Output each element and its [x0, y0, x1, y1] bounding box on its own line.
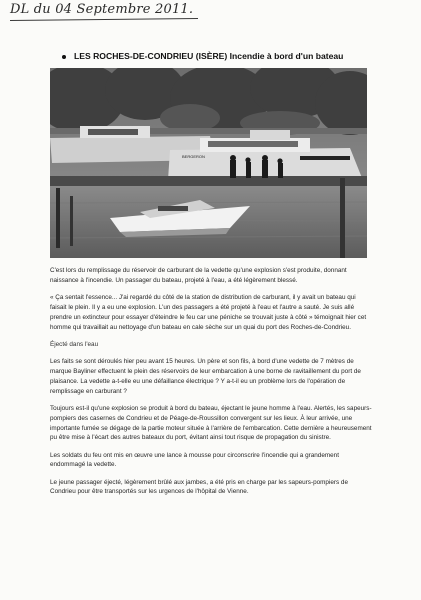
subheading: Éjecté dans l'eau	[50, 340, 99, 348]
paragraph: Toujours est-il qu'une explosion se produit à bord du bateau, éjectant le jeune homme à l'eau. Alertés, les sapeurs-pompiers des casernes de Condrieu et de Péage-de-Roussillon convergent sur les lieux. À leur arrivée, une importante fumée se dégage de la partie moteur située à l'arrière de l'embarcation. Cette dernière a heureusement pu être mise à l'écart des autres bateaux du port, évitant ainsi tout risque de propagation du sinistre.	[50, 404, 372, 442]
paragraph: « Ça sentait l'essence... J'ai regardé du côté de la station de distribution de carburant, il y avait un bateau qui faisait le plein. Il y a eu une explosion. L'un des passagers a été projeté à l'eau et l'autre a sauté. Je suis allé prendre un extincteur pour essayer d'éteindre le feu car une péniche se trouvait juste à côté » témoignait hier cet homme qui travaillait au nettoyage d'un bateau en cale sèche sur un quai du port des Roches-de-Condrieu.	[50, 294, 367, 331]
bullet-icon	[62, 55, 66, 59]
handwritten-date-note: DL du 04 Septembre 2011.	[10, 2, 194, 17]
paragraph: Les faits se sont déroulés hier peu avant 15 heures. Un père et son fils, à bord d'une vedette de 7 mètres de marque Bayliner effectuent le plein des réservoirs de leur embarcation à une borne de ravitaillement du port de plaisance. La vedette a-t-elle eu une défaillance électrique ? Y a-t-il eu un problème lors de l'opération de remplissage en carburant ?	[50, 357, 361, 395]
harbor-photo-illustration	[50, 68, 367, 258]
hull-name: BERGERON	[182, 154, 205, 159]
paragraph: Le jeune passager éjecté, légèrement brûlé aux jambes, a été pris en charge par les sapeurs-pompiers de Condrieu pour être transportés sur les urgences de l'hôpital de Vienne.	[50, 478, 348, 496]
paragraph: C'est lors du remplissage du réservoir de carburant de la vedette qu'une explosion s'est produite, donnant naissance à l'incendie. Un passager du bateau, projeté à l'eau, a été légèrement blessé.	[50, 267, 347, 284]
paragraph: Les soldats du feu ont mis en œuvre une lance à mousse pour circonscrire l'incendie qui a grandement endommagé la vedette.	[50, 451, 339, 469]
article-photo	[50, 68, 367, 258]
handwritten-underline	[10, 18, 198, 21]
article-body	[50, 266, 374, 505]
article-headline	[62, 51, 343, 61]
headline-text: LES ROCHES-DE-CONDRIEU (ISÈRE) Incendie à bord d'un bateau	[74, 51, 344, 61]
